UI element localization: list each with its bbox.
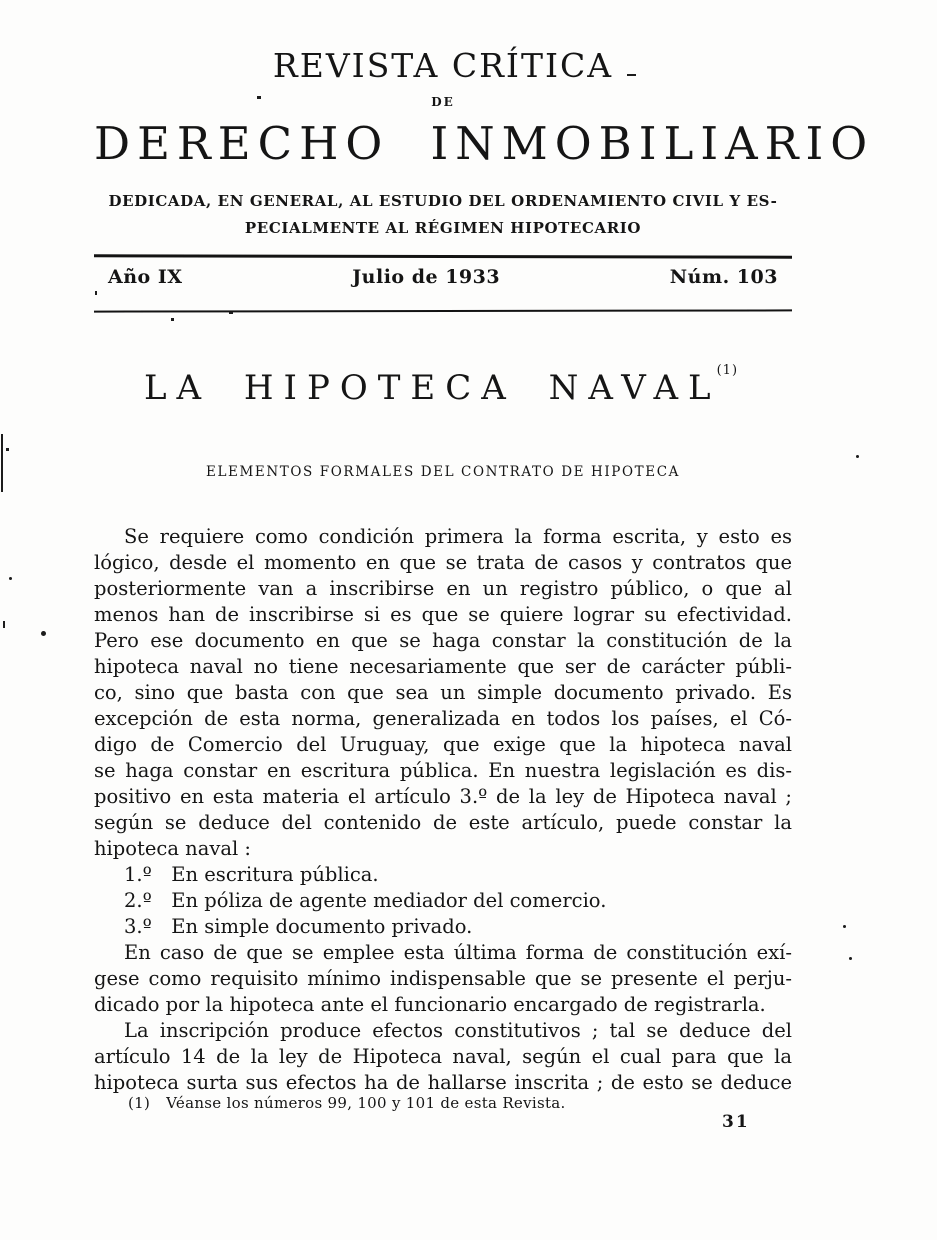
journal-title-line2: DERECHO INMOBILIARIO <box>94 117 875 170</box>
text-line: excepción de esta norma, generalizada en todos los países, el Có- <box>94 707 792 730</box>
scan-artifact <box>3 621 5 628</box>
text-line: positivo en esta materia el artículo 3.º de la ley de Hipoteca naval ; <box>94 785 792 808</box>
issue-year: Año IX <box>108 266 183 288</box>
text-line: co, sino que basta con que sea un simple documento privado. Es <box>94 681 792 704</box>
text-line: En caso de que se emplee esta última forma de constitución exí- <box>124 941 792 964</box>
list-item: 1.º En escritura pública. <box>124 863 379 886</box>
article <box>94 362 792 1096</box>
text-line: posteriormente van a inscribirse en un registro público, o que al <box>94 577 792 600</box>
scan-artifact <box>1 434 3 492</box>
text-line: hipoteca naval : <box>94 837 251 860</box>
scan-artifact <box>257 96 261 99</box>
footnote <box>128 1094 566 1112</box>
text-line: dicado por la hipoteca ante el funcionario encargado de registrarla. <box>94 993 766 1016</box>
issue-number: Núm. 103 <box>669 266 778 288</box>
journal-dedication <box>94 188 792 242</box>
scan-artifact <box>856 455 859 458</box>
text-line: La inscripción produce efectos constitutivos ; tal se deduce del <box>124 1019 792 1042</box>
text-line: digo de Comercio del Uruguay, que exige que la hipoteca naval <box>94 733 792 756</box>
scan-artifact <box>9 577 12 580</box>
page-number: 31 <box>722 1112 750 1132</box>
scan-artifact <box>41 631 46 636</box>
section-heading: ELEMENTOS FORMALES DEL CONTRATO DE HIPOTECA <box>206 464 680 480</box>
journal-title-line1: REVISTA CRÍTICA <box>272 46 614 85</box>
scan-artifact <box>95 291 97 295</box>
text-line: se haga constar en escritura pública. En nuestra legislación es dis- <box>94 759 792 782</box>
scan-artifact <box>171 318 174 321</box>
text-line: Se requiere como condición primera la forma escrita, y esto es <box>124 525 792 548</box>
scan-artifact <box>229 312 233 314</box>
article-title <box>94 362 792 408</box>
text-line: artículo 14 de la ley de Hipoteca naval, según el cual para que la <box>94 1045 792 1068</box>
scan-artifact <box>6 448 9 451</box>
divider-rule-bottom <box>94 309 792 312</box>
scan-artifact <box>843 925 846 928</box>
text-line: hipoteca surta sus efectos ha de hallarse inscrita ; de esto se deduce <box>94 1071 792 1094</box>
dedication-line: DEDICADA, EN GENERAL, AL ESTUDIO DEL ORDENAMIENTO CIVIL Y ES- <box>108 192 778 210</box>
journal-title-connector: DE <box>431 95 455 109</box>
text-line: menos han de inscribirse si es que se quiere lograr su efectividad. <box>94 603 792 626</box>
issue-info-row <box>94 258 792 297</box>
scan-artifact <box>849 957 852 960</box>
text-line: hipoteca naval no tiene necesariamente que ser de carácter públi- <box>94 655 792 678</box>
footnote-text: Véanse los números 99, 100 y 101 de esta Revista. <box>166 1094 566 1112</box>
article-body <box>94 524 792 1096</box>
text-line: lógico, desde el momento en que se trata de casos y contratos que <box>94 551 792 574</box>
footnote-marker: (1) <box>128 1094 151 1112</box>
page-content <box>94 0 875 1096</box>
list-item: 3.º En simple documento privado. <box>124 915 473 938</box>
list-item: 2.º En póliza de agente mediador del comercio. <box>124 889 607 912</box>
masthead <box>94 46 875 312</box>
article-title-text: LA HIPOTECA NAVAL <box>143 368 721 408</box>
text-line: Pero ese documento en que se haga constar la constitución de la <box>94 629 792 652</box>
footnote-reference-mark: (1) <box>716 362 739 378</box>
scan-artifact <box>627 74 636 76</box>
issue-date: Julio de 1933 <box>352 266 501 288</box>
dedication-line: PECIALMENTE AL RÉGIMEN HIPOTECARIO <box>244 219 642 237</box>
text-line: según se deduce del contenido de este artículo, puede constar la <box>94 811 792 834</box>
text-line: gese como requisito mínimo indispensable que se presente el perju- <box>94 967 792 990</box>
